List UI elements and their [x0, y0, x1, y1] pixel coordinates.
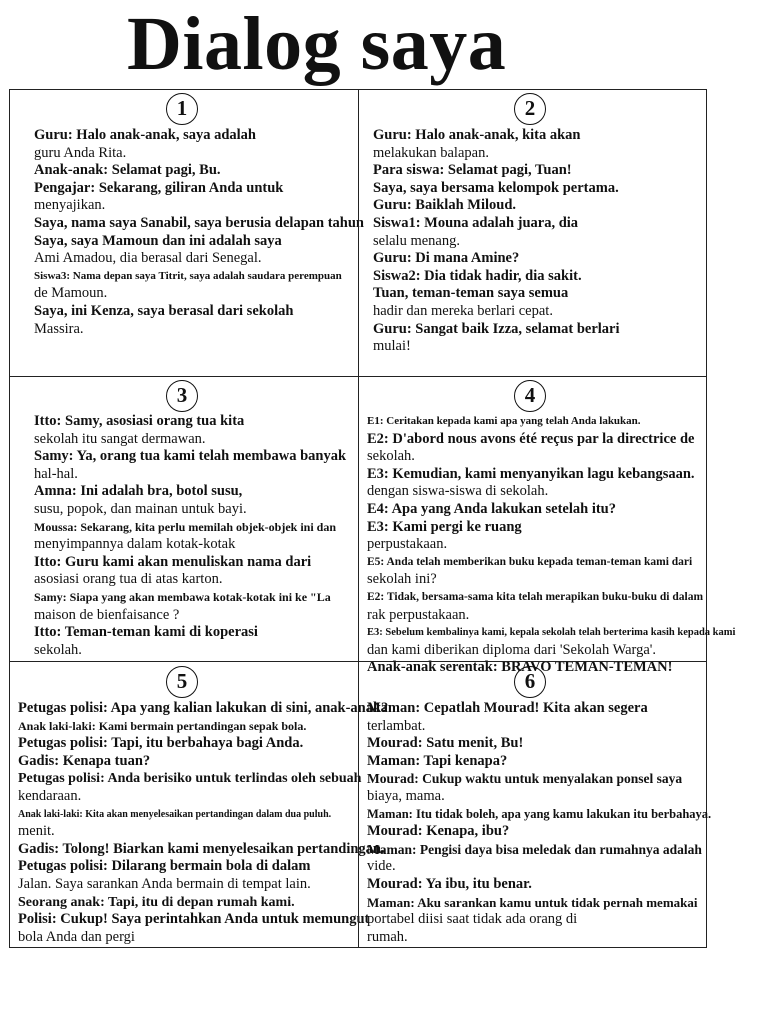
dialog-line: Anak laki-laki: Kita akan menyelesaikan pertandingan dalam dua puluh.	[18, 808, 332, 820]
dialog-line: sekolah.	[34, 641, 82, 658]
dialog-line: Petugas polisi: Apa yang kalian lakukan di sini, anak-anak?	[18, 700, 389, 716]
dialog-line: terlambat.	[367, 717, 426, 734]
dialog-line: dan kami diberikan diploma dari 'Sekolah Warga'.	[367, 641, 657, 658]
panel-number: 2	[514, 93, 546, 125]
dialog-line: Mourad: Cukup waktu untuk menyalakan ponsel saya	[367, 771, 683, 787]
dialog-line: Itto: Teman-teman kami di koperasi	[34, 624, 258, 641]
dialog-line: Anak laki-laki: Kami bermain pertandingan sepak bola.	[18, 718, 307, 733]
dialog-line: mulai!	[373, 338, 411, 355]
dialog-line: E2: Tidak, bersama-sama kita telah merapikan buku-buku di dalam	[367, 590, 704, 603]
panel-number: 5	[166, 666, 198, 698]
dialog-line: sekolah ini?	[367, 571, 437, 588]
dialog-line: vide.	[367, 858, 396, 875]
dialog-line: E5: Anda telah memberikan buku kepada teman-teman kami dari	[367, 555, 693, 568]
dialog-line: Saya, saya Mamoun dan ini adalah saya	[34, 232, 282, 249]
dialog-line: Mourad: Ya ibu, itu benar.	[367, 875, 532, 892]
dialog-line: Itto: Samy, asosiasi orang tua kita	[34, 413, 245, 429]
dialog-line: Amna: Ini adalah bra, botol susu,	[34, 483, 243, 500]
panel-number: 3	[166, 380, 198, 412]
dialog-line: Petugas polisi: Anda berisiko untuk terlindas oleh sebuah	[18, 771, 362, 787]
dialog-line: E3: Kemudian, kami menyanyikan lagu kebangsaan.	[367, 465, 695, 482]
dialog-line: hadir dan mereka berlari cepat.	[373, 302, 553, 319]
dialog-panel	[358, 89, 707, 377]
dialog-line: rumah.	[367, 928, 408, 945]
dialog-line: maison de bienfaisance ?	[34, 606, 180, 623]
dialog-panel	[9, 376, 359, 662]
dialog-line: rak perpustakaan.	[367, 606, 470, 623]
dialog-line: Moussa: Sekarang, kita perlu memilah objek-objek ini dan	[34, 519, 337, 534]
dialog-line: Pengajar: Sekarang, giliran Anda untuk	[34, 179, 284, 196]
dialog-line: selalu menang.	[373, 232, 460, 249]
dialog-line: Maman: Pengisi daya bisa meledak dan rumahnya adalah	[367, 841, 702, 857]
dialog-line: dengan siswa-siswa di sekolah.	[367, 483, 549, 500]
dialog-line: E3: Sebelum kembalinya kami, kepala sekolah telah berterima kasih kepada kami	[367, 627, 736, 639]
dialog-line: biaya, mama.	[367, 787, 445, 804]
dialog-panel	[358, 376, 736, 676]
dialog-line: susu, popok, dan mainan untuk bayi.	[34, 500, 247, 517]
dialog-line: Anak-anak serentak: BRAVO TEMAN-TEMAN!	[367, 659, 673, 676]
dialog-line: E1: Ceritakan kepada kami apa yang telah Anda lakukan.	[367, 415, 641, 427]
panel-number: 6	[514, 666, 546, 698]
dialog-line: E4: Apa yang Anda lakukan setelah itu?	[367, 500, 616, 517]
dialog-line: E3: Kami pergi ke ruang	[367, 518, 522, 535]
dialog-lines	[373, 127, 620, 356]
dialog-line: Siswa1: Mouna adalah juara, dia	[373, 214, 579, 231]
dialog-line: Siswa2: Dia tidak hadir, dia sakit.	[373, 267, 582, 284]
dialog-line: Maman: Cepatlah Mourad! Kita akan segera	[367, 700, 648, 716]
dialog-line: portabel diisi saat tidak ada orang di	[367, 911, 578, 928]
dialog-line: Guru: Baiklah Miloud.	[373, 197, 517, 214]
dialog-line: perpustakaan.	[367, 536, 448, 553]
dialog-line: Siswa3: Nama depan saya Titrit, saya adalah saudara perempuan	[34, 269, 342, 282]
dialog-line: Maman: Aku sarankan kamu untuk tidak pernah memakai	[367, 894, 698, 910]
dialog-line: Petugas polisi: Dilarang bermain bola di dalam	[18, 858, 311, 875]
dialog-lines	[367, 413, 735, 677]
dialog-line: Saya, saya bersama kelompok pertama.	[373, 179, 619, 196]
dialog-line: Itto: Guru kami akan menuliskan nama dari	[34, 553, 312, 570]
dialog-lines	[34, 127, 364, 338]
dialog-line: Guru: Sangat baik Izza, selamat berlari	[373, 320, 620, 337]
dialog-line: sekolah.	[367, 448, 415, 465]
dialog-line: Massira.	[34, 320, 84, 337]
page-title: Dialog saya	[127, 2, 507, 86]
dialog-line: Jalan. Saya sarankan Anda bermain di tempat lain.	[18, 875, 311, 892]
dialog-line: menyajikan.	[34, 197, 106, 214]
panel-number: 4	[514, 380, 546, 412]
dialog-line: Gadis: Kenapa tuan?	[18, 752, 151, 769]
dialog-line: guru Anda Rita.	[34, 144, 127, 161]
dialog-line: Anak-anak: Selamat pagi, Bu.	[34, 162, 221, 179]
dialog-line: melakukan balapan.	[373, 144, 489, 161]
dialog-line: Seorang anak: Tapi, itu di depan rumah kami.	[18, 894, 295, 910]
dialog-line: Guru: Halo anak-anak, kita akan	[373, 127, 581, 143]
dialog-line: Ami Amadou, dia berasal dari Senegal.	[34, 250, 262, 267]
dialog-line: Maman: Itu tidak boleh, apa yang kamu lakukan itu berbahaya.	[367, 806, 712, 821]
dialog-line: Mourad: Satu menit, Bu!	[367, 735, 524, 752]
dialog-line: asosiasi orang tua di atas karton.	[34, 571, 223, 588]
dialog-line: sekolah itu sangat dermawan.	[34, 430, 206, 447]
dialog-line: Saya, nama saya Sanabil, saya berusia delapan tahun	[34, 214, 364, 231]
dialog-lines	[367, 700, 711, 946]
dialog-line: menit.	[18, 823, 55, 840]
dialog-line: Petugas polisi: Tapi, itu berbahaya bagi Anda.	[18, 735, 304, 752]
dialog-line: Para siswa: Selamat pagi, Tuan!	[373, 162, 572, 179]
dialog-panel	[9, 89, 364, 377]
dialog-line: Mourad: Kenapa, ibu?	[367, 823, 510, 840]
dialog-line: Saya, ini Kenza, saya berasal dari sekolah	[34, 302, 294, 319]
panel-number: 1	[166, 93, 198, 125]
dialog-lines	[34, 413, 346, 659]
dialog-lines	[18, 700, 388, 946]
dialog-line: Polisi: Cukup! Saya perintahkan Anda untuk memungut	[18, 911, 370, 928]
dialog-line: Maman: Tapi kenapa?	[367, 752, 508, 769]
dialog-line: E2: D'abord nous avons été reçus par la directrice de	[367, 430, 695, 447]
dialog-line: menyimpannya dalam kotak-kotak	[34, 536, 236, 553]
dialog-line: Gadis: Tolong! Biarkan kami menyelesaikan pertandingan.	[18, 840, 385, 857]
dialog-line: hal-hal.	[34, 465, 78, 482]
dialog-line: de Mamoun.	[34, 285, 108, 302]
dialog-panel	[358, 661, 712, 948]
dialog-line: bola Anda dan pergi	[18, 928, 135, 945]
dialog-line: Samy: Ya, orang tua kami telah membawa banyak	[34, 448, 347, 465]
dialog-line: Guru: Halo anak-anak, saya adalah	[34, 127, 256, 143]
dialog-line: Samy: Siapa yang akan membawa kotak-kotak ini ke "La	[34, 589, 331, 604]
dialog-line: Tuan, teman-teman saya semua	[373, 285, 569, 302]
dialog-line: Guru: Di mana Amine?	[373, 250, 520, 267]
dialog-line: kendaraan.	[18, 787, 82, 804]
